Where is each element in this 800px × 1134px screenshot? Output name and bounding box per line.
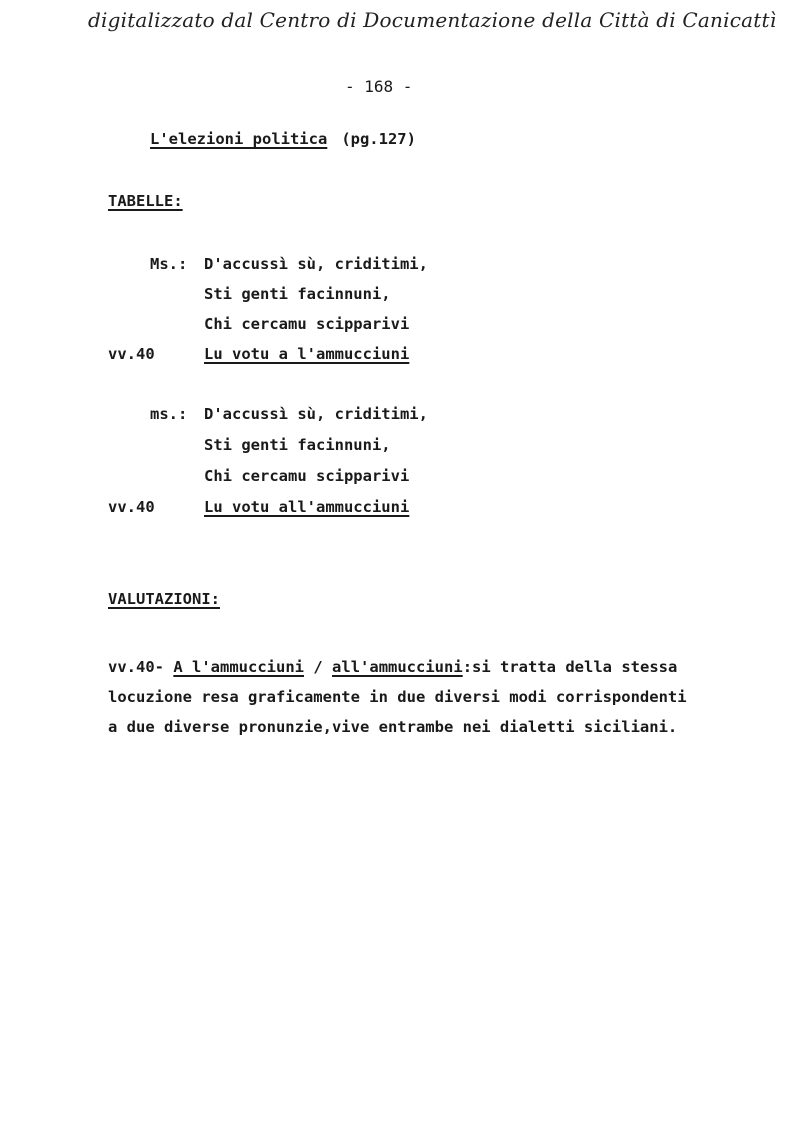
verse-prefix: vv.40-: [108, 658, 164, 676]
paragraph-line-2: locuzione resa graficamente in due diversi modi corrispondenti: [108, 688, 687, 706]
block2-label: ms.:: [150, 405, 188, 423]
form-two: all'ammucciuni: [332, 658, 463, 676]
block1-line-3: Chi cercamu scipparivi: [204, 315, 410, 333]
valutazioni-paragraph: [108, 652, 768, 742]
block1-label: Ms.:: [150, 255, 188, 273]
block2-verse-text: Lu votu all'ammucciuni: [204, 498, 410, 516]
title-page-ref: (pg.127): [341, 130, 416, 148]
section-title: [150, 130, 416, 148]
block1-line-1: D'accussì sù, criditimi,: [204, 255, 428, 273]
block1-line-2: Sti genti facinnuni,: [204, 285, 391, 303]
block1-verse-text: Lu votu a l'ammucciuni: [204, 345, 410, 363]
valutazioni-heading: VALUTAZIONI:: [108, 590, 220, 608]
block2-verse-label: vv.40: [108, 498, 155, 516]
page-number: - 168 -: [345, 77, 413, 96]
block2-line-2: Sti genti facinnuni,: [204, 436, 391, 454]
line1-rest: :si tratta della stessa: [462, 658, 678, 676]
form-one: A l'ammucciuni: [173, 658, 304, 676]
form-separator: /: [313, 658, 323, 676]
digitization-watermark: digitalizzato dal Centro di Documentazione della Città di Canicattì: [88, 8, 777, 32]
block2-line-3: Chi cercamu scipparivi: [204, 467, 410, 485]
title-text: L'elezioni politica: [150, 130, 328, 148]
block1-verse-label: vv.40: [108, 345, 155, 363]
paragraph-line-1: [108, 652, 768, 682]
block2-line-1: D'accussì sù, criditimi,: [204, 405, 428, 423]
tabelle-heading: TABELLE:: [108, 192, 183, 210]
paragraph-line-3: a due diverse pronunzie,vive entrambe nei dialetti siciliani.: [108, 718, 678, 736]
